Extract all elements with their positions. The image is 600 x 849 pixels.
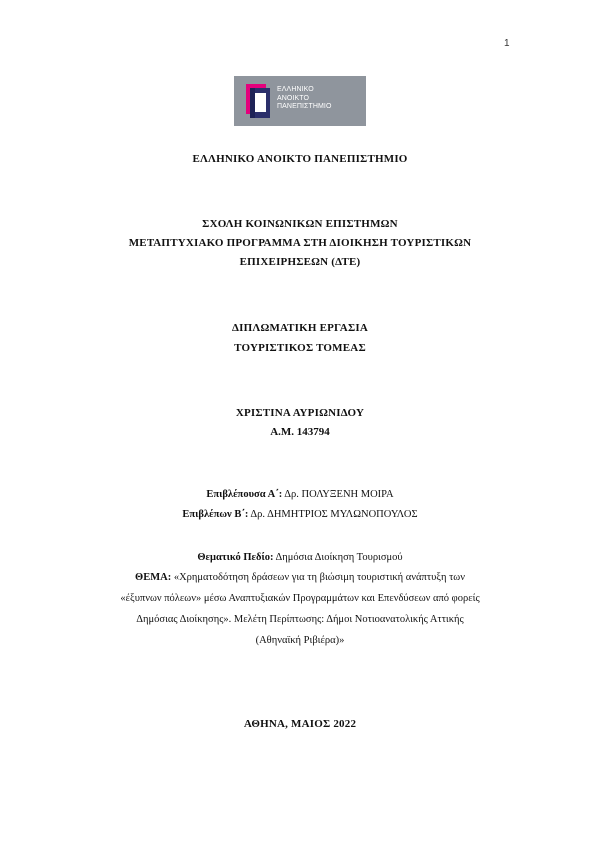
place-date: ΑΘΗΝΑ, ΜΑΙΟΣ 2022 xyxy=(243,718,357,730)
supervisor-a-name: Δρ. ΠΟΛΥΞΕΝΗ ΜΟΙΡΑ xyxy=(284,489,394,500)
program-title-line1: ΜΕΤΑΠΤΥΧΙΑΚΟ ΠΡΟΓΡΑΜΜΑ ΣΤΗ ΔΙΟΙΚΗΣΗ ΤΟΥΡΙΣΤΙΚΩΝ xyxy=(128,237,472,249)
sector: ΤΟΥΡΙΣΤΙΚΟΣ ΤΟΜΕΑΣ xyxy=(234,342,366,354)
student-id: Α.Μ. 143794 xyxy=(270,426,330,438)
author-name: ΧΡΙΣΤΙΝΑ ΑΥΡΙΩΝΙΔΟΥ xyxy=(235,407,365,419)
topic-text-line3: Δημόσιας Διοίκησης». Μελέτη Περίπτωσης: Δήμοι Νοτιοανατολικής Αττικής xyxy=(136,614,464,625)
logo-text-line1: ΕΛΛΗΝΙΚΟ xyxy=(277,86,314,93)
university-logo xyxy=(234,76,366,126)
thematic-field-label: Θεματικό Πεδίο: xyxy=(197,552,274,563)
supervisor-a xyxy=(0,488,600,502)
topic-label: ΘΕΜΑ: xyxy=(135,572,172,583)
program-title-line2: ΕΠΙΧΕΙΡΗΣΕΩΝ (ΔΤΕ) xyxy=(239,256,361,268)
supervisor-a-label: Επιβλέπουσα Α΄: xyxy=(206,489,283,500)
logo-text-line2: ΑΝΟΙΚΤΟ xyxy=(277,94,310,102)
university-name: ΕΛΛΗΝΙΚΟ ΑΝΟΙΚΤΟ ΠΑΝΕΠΙΣΤΗΜΙΟ xyxy=(192,153,408,165)
school-name: ΣΧΟΛΗ ΚΟΙΝΩΝΙΚΩΝ ΕΠΙΣΤΗΜΩΝ xyxy=(202,218,398,230)
topic-text-line4: (Αθηναϊκή Ριβιέρα)» xyxy=(255,635,345,646)
supervisor-b-label: Επιβλέπων Β΄: xyxy=(182,509,249,520)
supervisor-b xyxy=(0,508,600,522)
supervisor-b-name: Δρ. ΔΗΜΗΤΡΙΟΣ ΜΥΛΩΝΟΠΟΥΛΟΣ xyxy=(250,509,418,520)
thematic-field-value: Δημόσια Διοίκηση Τουρισμού xyxy=(275,552,403,563)
logo-text-line3: ΠΑΝΕΠΙΣΤΗΜΙΟ xyxy=(277,103,332,110)
topic-line1 xyxy=(0,571,600,585)
book-logo-icon xyxy=(246,84,274,118)
page-number: 1 xyxy=(504,38,510,49)
thematic-field xyxy=(0,551,600,565)
topic-text-line2: «έξυπνων πόλεων» μέσω Αναπτυξιακών Προγραμμάτων και Επενδύσεων από φορείς xyxy=(120,593,480,604)
thesis-type: ΔΙΠΛΩΜΑΤΙΚΗ ΕΡΓΑΣΙΑ xyxy=(232,322,368,334)
topic-text-line1: «Χρηματοδότηση δράσεων για τη βιώσιμη τουριστική ανάπτυξη των xyxy=(173,572,465,583)
